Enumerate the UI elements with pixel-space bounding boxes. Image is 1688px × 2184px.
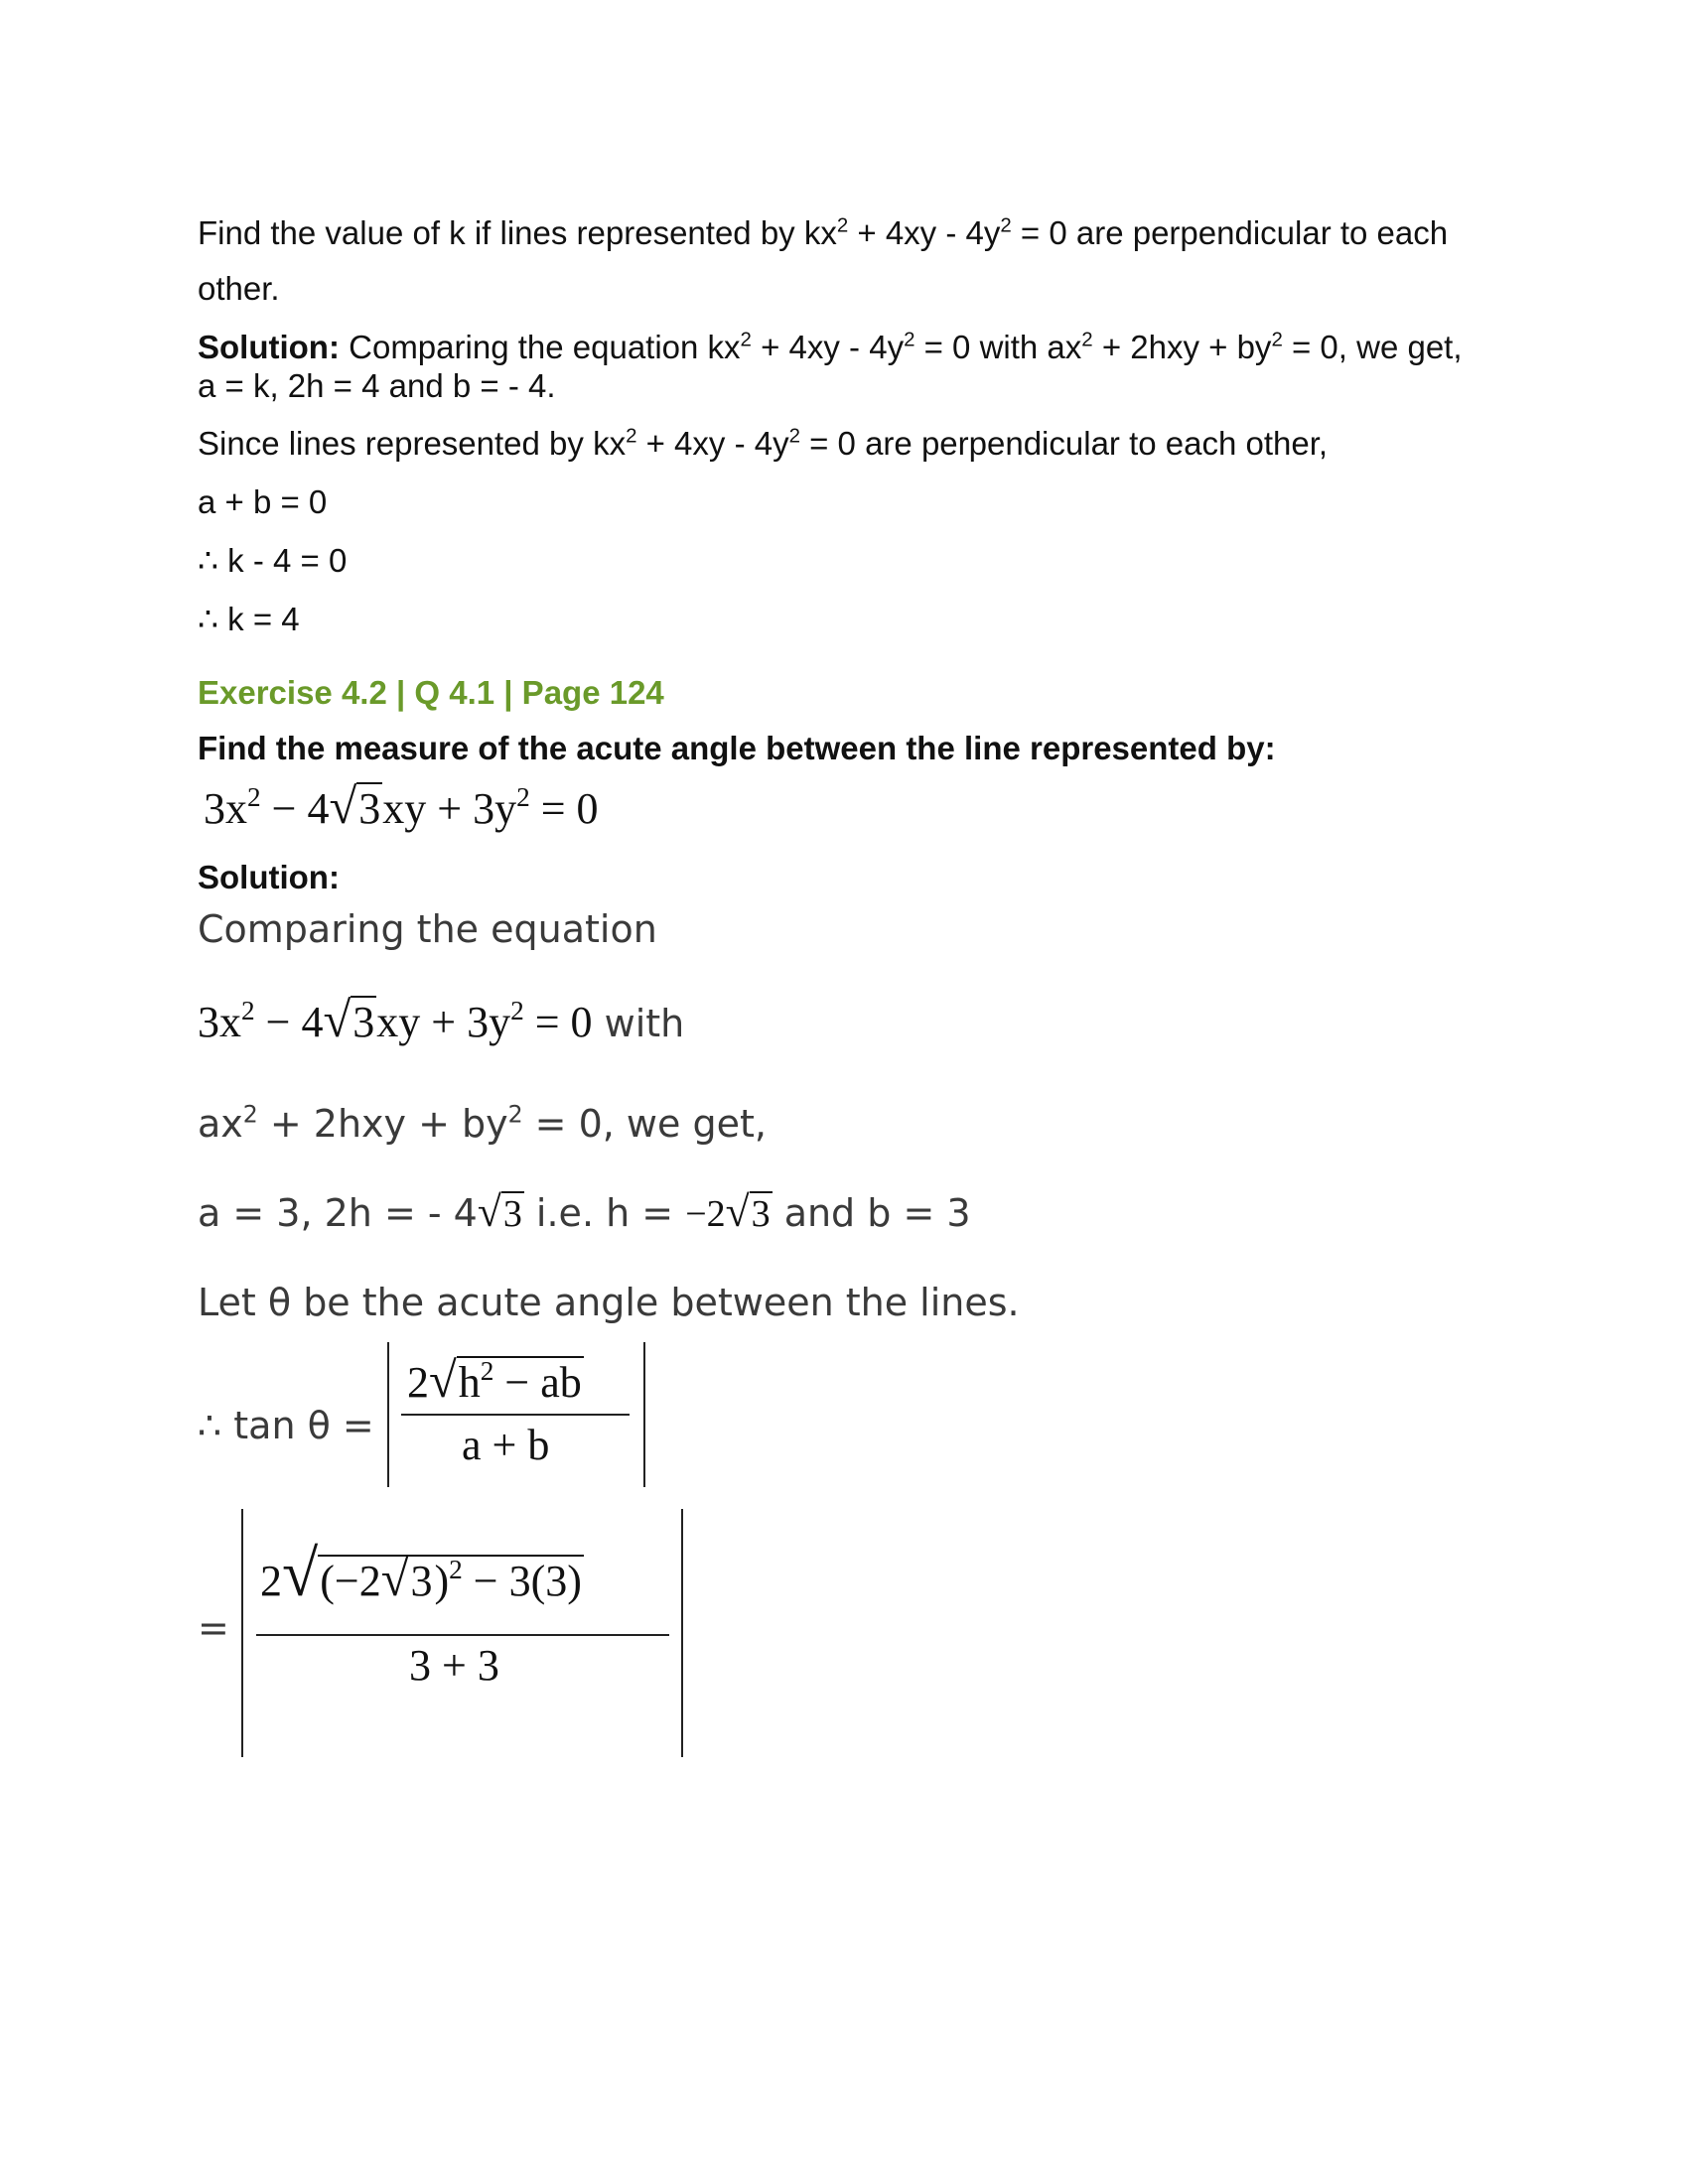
question-2-equation: $3x^2 - 4√3xy + 3y^2 = 0$ [204, 778, 599, 834]
exercise-heading: Exercise 4.2 | Q 4.1 | Page 124 [198, 674, 664, 711]
fraction-denominator-2: 3 + 3 [409, 1641, 499, 1690]
fraction-denominator: a + b [462, 1421, 550, 1469]
question-2: Find the measure of the acute angle between the line represented by: [198, 730, 1276, 766]
abs-bar-right-2 [681, 1509, 683, 1757]
fraction-numerator-2: $2√(-2√3)^2 - 3(3)$ [260, 1538, 582, 1610]
fraction-line [401, 1414, 630, 1416]
let-theta-line: Let θ be the acute angle between the lines. [198, 1281, 1020, 1324]
solution-2-equation: $3x^2 - 4√3xy + 3y^2 = 0$ with [198, 992, 685, 1047]
solution-1-line-1: Solution: Comparing the equation $kx^2 + 4xy - 4y^2 = 0$ with $ax^2 + 2hxy + by^2 = 0$, we get, [198, 328, 1463, 365]
equals-sign: = [198, 1606, 229, 1650]
fraction-numerator: $2√h^2$ − ab [407, 1352, 582, 1408]
question-1-line-2: other. [198, 270, 280, 307]
tan-theta-label: ∴ tan θ = [198, 1404, 374, 1447]
fraction-line-2 [256, 1634, 669, 1636]
abs-bar-right [643, 1342, 645, 1487]
coefficients-line: a = 3, 2h = - 4√3 i.e. h = −2√3 and b = 3 [198, 1188, 971, 1236]
solution-label: Solution: [198, 329, 340, 365]
solution-1-step-2: ∴ k - 4 = 0 [198, 542, 348, 579]
solution-2-label: Solution: [198, 859, 340, 895]
solution-1-step-1: a + b = 0 [198, 483, 328, 520]
abs-bar-left [387, 1342, 389, 1487]
abs-bar-left-2 [241, 1509, 243, 1757]
solution-1-line-2: a = k, 2h = 4 and b = - 4. [198, 367, 556, 404]
question-1-line-1: Find the value of k if lines represented by $kx^2 + 4xy - 4y^2 = 0$ are perpendicular to each [198, 213, 1449, 251]
solution-1-step-3: ∴ k = 4 [198, 601, 300, 637]
general-equation: $ax^2 + 2hxy + by^2 = 0$, we get, [198, 1100, 767, 1146]
comparing-text: Comparing the equation [198, 907, 657, 951]
solution-1-since: Since lines represented by $kx^2 + 4xy - 4y^2 = 0$ are perpendicular to each other, [198, 424, 1329, 462]
